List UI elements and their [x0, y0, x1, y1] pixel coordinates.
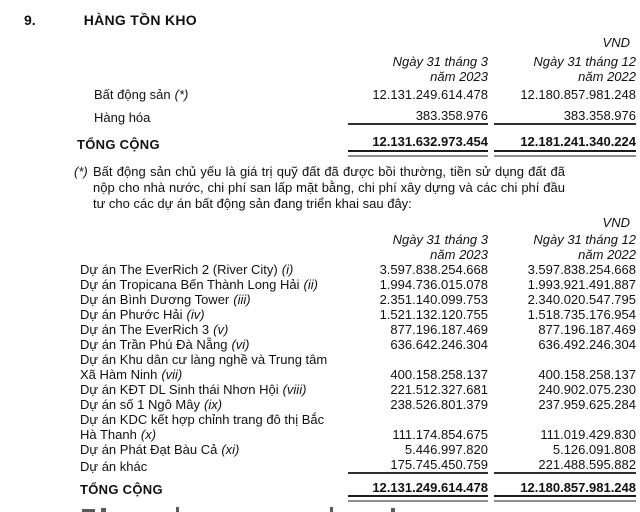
table-row	[0, 412, 640, 442]
row-label: Dự án Tropicana Bến Thành Long Hải (ii)	[80, 277, 318, 292]
value-2023: 2.351.140.099.753	[379, 292, 488, 307]
table-row	[0, 105, 640, 128]
value-2022: 2.340.020.547.795	[527, 292, 636, 307]
column-header-row	[0, 54, 640, 84]
col-header-2023: Ngày 31 tháng 3 năm 2023	[392, 232, 488, 262]
row-label: Dự án The EverRich 3 (v)	[80, 322, 229, 337]
footnote	[0, 164, 640, 212]
value-2023: 636.642.246.304	[390, 337, 488, 352]
table-row	[0, 337, 640, 352]
section-heading	[0, 0, 640, 29]
inventory-summary-table	[0, 54, 640, 152]
table-row	[0, 442, 640, 457]
value-2022: 237.959.625.284	[538, 397, 636, 412]
value-2022: 240.902.075.230	[538, 382, 636, 397]
row-label: Dự án Bình Dương Tower (iii)	[80, 292, 251, 307]
cropped-line-remnant	[0, 506, 640, 512]
total-value-2022: 12.181.241.340.224	[494, 131, 636, 152]
total-row	[0, 131, 640, 152]
row-label: Hàng hóa	[94, 110, 151, 125]
table-row	[0, 382, 640, 397]
currency-label: VND	[602, 35, 630, 50]
value-2022: 3.597.838.254.668	[527, 262, 636, 277]
value-2023: 175.745.450.759	[348, 457, 488, 474]
total-label: TỔNG CỘNG	[80, 482, 163, 497]
row-label: Bất động sản (*)	[94, 87, 189, 102]
row-label: Dự án khác	[80, 459, 148, 474]
value-2022: 5.126.091.808	[552, 442, 636, 457]
value-2023: 221.512.327.681	[390, 382, 488, 397]
value-2022: 383.358.976	[494, 108, 636, 125]
projects-detail-table	[0, 232, 640, 497]
total-row	[0, 477, 640, 497]
value-2023: 1.521.132.120.755	[379, 307, 488, 322]
table-row	[0, 262, 640, 277]
total-value-2023: 12.131.632.973.454	[348, 131, 488, 152]
col-header-2023: Ngày 31 tháng 3 năm 2023	[392, 54, 488, 84]
section-title: HÀNG TỒN KHO	[83, 12, 197, 28]
col-header-2022: Ngày 31 tháng 12 năm 2022	[533, 232, 636, 262]
value-2022: 1.518.735.176.954	[527, 307, 636, 322]
column-header-row	[0, 232, 640, 262]
value-2022: 221.488.595.882	[494, 457, 636, 474]
row-label: Dự án Phát Đạt Bàu Cả (xi)	[80, 442, 240, 457]
row-label: Dự án KDC kết hợp chỉnh trang đô thị Bắc Hà Thanh (x)	[80, 412, 325, 442]
row-label: Dự án KĐT DL Sinh thái Nhơn Hội (viii)	[80, 382, 307, 397]
total-label: TỔNG CỘNG	[77, 137, 160, 152]
value-2022: 12.180.857.981.248	[520, 87, 636, 102]
value-2022: 636.492.246.304	[538, 337, 636, 352]
footnote-marker: (*)	[74, 164, 88, 179]
value-2023: 400.158.258.137	[390, 367, 488, 382]
table-row	[0, 277, 640, 292]
value-2023: 111.174.854.675	[392, 427, 488, 442]
row-label: Dự án số 1 Ngô Mây (ix)	[80, 397, 223, 412]
row-label: Dự án The EverRich 2 (River City) (i)	[80, 262, 294, 277]
table-row	[0, 84, 640, 105]
section-number: 9.	[24, 12, 36, 28]
value-2023: 1.994.736.015.078	[379, 277, 488, 292]
total-value-2023: 12.131.249.614.478	[348, 477, 488, 497]
value-2023: 877.196.187.469	[390, 322, 488, 337]
value-2023: 5.446.997.820	[404, 442, 488, 457]
table-row	[0, 397, 640, 412]
table-row	[0, 292, 640, 307]
value-2023: 238.526.801.379	[390, 397, 488, 412]
currency-label: VND	[602, 215, 630, 230]
table-row	[0, 352, 640, 382]
row-label: Dự án Phước Hải (iv)	[80, 307, 205, 322]
value-2022: 400.158.258.137	[538, 367, 636, 382]
value-2022: 1.993.921.491.887	[527, 277, 636, 292]
value-2022: 877.196.187.469	[538, 322, 636, 337]
table-row	[0, 307, 640, 322]
value-2023: 3.597.838.254.668	[379, 262, 488, 277]
value-2023: 383.358.976	[348, 108, 488, 125]
footnote-ref: (*)	[174, 87, 189, 102]
col-header-2022: Ngày 31 tháng 12 năm 2022	[533, 54, 636, 84]
table-row	[0, 322, 640, 337]
value-2023: 12.131.249.614.478	[372, 87, 488, 102]
row-label: Dự án Trần Phú Đà Nẵng (vi)	[80, 337, 250, 352]
table-row	[0, 457, 640, 474]
total-value-2022: 12.180.857.981.248	[494, 477, 636, 497]
row-label: Dự án Khu dân cư làng nghề và Trung tâm Xã Hàm Ninh (vii)	[80, 352, 328, 382]
footnote-text: Bất động sản chủ yếu là giá trị quỹ đất đã được bồi thường, tiền sử dụng đất đã nộp cho nhà nước, chi phí san lấp mặt bằng, chi phí xây dựng và các chi phí đầu tư cho các dự án bất động sản đang triển khai sau đây:	[93, 164, 565, 211]
value-2022: 111.019.429.830	[540, 427, 636, 442]
